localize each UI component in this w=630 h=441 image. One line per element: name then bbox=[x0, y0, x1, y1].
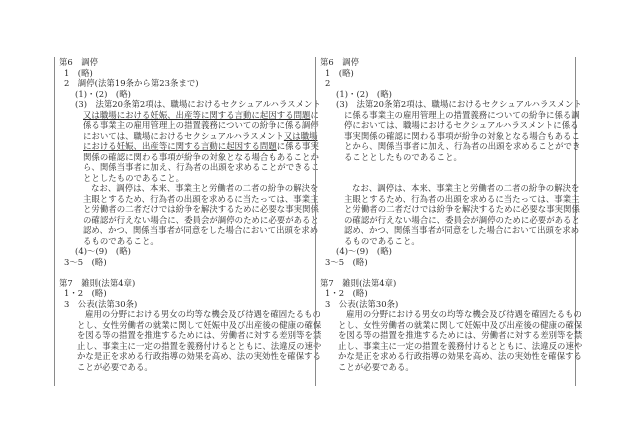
underlined-amendment: 又は職場 bbox=[283, 130, 318, 141]
text-segment: 雇用の分野における男女の均等な機会及び待遇を確固たるもの bbox=[346, 309, 582, 319]
text-line bbox=[316, 120, 579, 131]
text-line bbox=[55, 362, 315, 373]
text-line bbox=[316, 330, 583, 341]
text-segment: 認め、かつ、関係当事者が同意をした場合において出頭を求め bbox=[83, 225, 319, 235]
revised-text-column bbox=[54, 57, 322, 386]
text-line bbox=[55, 120, 319, 131]
text-segment: (4)～(9) (略) bbox=[75, 246, 131, 256]
text-segment: 事実関係の確認に関わる事項が紛争の対象となる場合もあるこ bbox=[344, 130, 580, 141]
text-line bbox=[55, 193, 319, 205]
text-segment: (4)～(9) (略) bbox=[336, 246, 392, 256]
blank-line bbox=[55, 267, 315, 278]
text-segment: かな是正を求める行政指導の効果を高め、法の実効性を確保する bbox=[77, 351, 321, 361]
text-segment: ことが必要である。 bbox=[338, 361, 414, 372]
text-line bbox=[55, 351, 321, 362]
text-line bbox=[55, 141, 319, 152]
text-line bbox=[316, 309, 582, 320]
text-segment: 係る事業主の雇用管理上の措置義務についての紛争に係る調停 bbox=[83, 120, 319, 130]
text-line bbox=[55, 130, 318, 142]
text-line bbox=[55, 246, 315, 257]
text-line bbox=[55, 309, 321, 320]
text-line bbox=[316, 319, 583, 331]
text-segment: を図る等の措置を推進するためには、労働者に対する差別等を禁 bbox=[338, 330, 583, 340]
text-segment: に係る事実 bbox=[276, 141, 319, 151]
text-segment: 止し、事業主に一定の措置を義務付けるとともに、法違反の速や bbox=[77, 340, 322, 351]
text-line bbox=[316, 130, 580, 142]
text-line bbox=[316, 246, 575, 257]
text-line bbox=[316, 340, 583, 352]
text-segment: 2 bbox=[325, 78, 331, 88]
text-line bbox=[55, 330, 322, 341]
text-segment: とから、関係当事者に加え、行為者の出頭を求めることができ bbox=[344, 141, 581, 151]
text-segment: 認め、かつ、関係当事者が同意をした場合において出頭を求め bbox=[344, 225, 580, 235]
section-heading bbox=[55, 278, 315, 289]
text-segment: 1・2 (略) bbox=[64, 288, 107, 298]
section-heading bbox=[55, 57, 315, 68]
text-segment: ら、関係当事者に加え、行為者の出頭を求めることができるこ bbox=[83, 162, 320, 172]
text-line bbox=[55, 173, 315, 184]
section-heading bbox=[316, 57, 575, 68]
text-segment: 1 (略) bbox=[64, 67, 93, 78]
section-heading bbox=[316, 278, 575, 289]
text-segment: に bbox=[310, 109, 319, 120]
text-segment: ることとしたものであること。 bbox=[344, 151, 462, 162]
text-segment: の確認が行えない場合に、委員会が調停のために必要があると bbox=[83, 214, 319, 225]
text-line bbox=[316, 204, 580, 215]
text-line bbox=[316, 68, 575, 79]
text-segment: 1・2 (略) bbox=[325, 288, 368, 298]
text-segment: (3) 法第20条第2項は、職場におけるセクシュアルハラスメント bbox=[336, 99, 582, 109]
text-segment: るものであること。 bbox=[83, 235, 159, 246]
text-line bbox=[55, 236, 315, 247]
text-segment: 3 公表(法第30条) bbox=[64, 298, 138, 309]
text-line bbox=[55, 78, 315, 89]
text-line bbox=[316, 257, 575, 268]
text-line bbox=[55, 214, 319, 226]
text-line bbox=[55, 204, 319, 215]
blank-line bbox=[316, 162, 575, 173]
text-segment: (1)・(2) (略) bbox=[75, 88, 131, 99]
text-segment: に係る事業主の雇用管理上の措置義務についての紛争に係る調 bbox=[344, 109, 580, 120]
text-line bbox=[316, 152, 575, 163]
text-line bbox=[55, 288, 315, 299]
text-line bbox=[316, 225, 580, 236]
text-line bbox=[316, 99, 582, 110]
text-line bbox=[55, 257, 315, 268]
text-line bbox=[316, 236, 575, 247]
text-line bbox=[55, 109, 319, 121]
text-segment: 第6 調停 bbox=[59, 57, 99, 67]
text-segment: 第7 雑則(法第4章) bbox=[59, 277, 136, 288]
text-line bbox=[55, 89, 315, 100]
text-segment: かな是正を求める行政指導の効果を高め、法の実効性を確保する bbox=[338, 351, 582, 361]
underlined-amendment: 又は職場における妊娠、出産等に関する言動に起因する問題 bbox=[83, 109, 311, 120]
text-line bbox=[316, 288, 575, 299]
text-segment: の確認が行えない場合に、委員会が調停のために必要があると bbox=[344, 214, 580, 225]
text-segment: 主眼とするため、行為者の出頭を求めるに当たっては、事業主 bbox=[83, 193, 319, 204]
text-segment: と労働者の二者だけでは紛争を解決するために必要な事実関係 bbox=[83, 204, 319, 214]
text-segment: 3～5 (略) bbox=[64, 256, 107, 267]
text-line bbox=[316, 141, 581, 152]
text-segment: ととしたものであること。 bbox=[83, 172, 185, 183]
text-segment: 第7 雑則(法第4章) bbox=[320, 277, 397, 288]
text-segment: なお、調停は、本来、事業主と労働者の二者の紛争の解決を bbox=[91, 183, 319, 193]
underlined-amendment: における妊娠、出産等に関する言動に起因する問題 bbox=[83, 141, 277, 151]
text-segment: と労働者の二者だけでは紛争を解決するために必要な事実関係 bbox=[344, 204, 580, 214]
blank-line bbox=[316, 173, 575, 184]
text-line bbox=[316, 183, 580, 194]
text-line bbox=[316, 214, 580, 226]
text-segment: とし、女性労働者の就業に関して妊娠中及び出産後の健康の確保 bbox=[338, 319, 583, 330]
text-line bbox=[316, 351, 582, 362]
text-segment: 止し、事業主に一定の措置を義務付けるとともに、法違反の速や bbox=[338, 340, 583, 351]
blank-line bbox=[316, 267, 575, 278]
text-segment: なお、調停は、本来、事業主と労働者の二者の紛争の解決を bbox=[352, 183, 580, 193]
text-segment: 3 公表(法第30条) bbox=[325, 298, 399, 309]
text-line bbox=[55, 299, 315, 310]
text-line bbox=[316, 109, 580, 121]
text-line bbox=[316, 193, 580, 205]
text-line bbox=[316, 299, 575, 310]
text-segment: を図る等の措置を推進するためには、労働者に対する差別等を禁 bbox=[77, 330, 322, 340]
text-segment: ことが必要である。 bbox=[77, 361, 153, 372]
current-text-column bbox=[315, 57, 583, 386]
text-segment: においては、職場におけるセクシュアルハラスメント bbox=[83, 130, 284, 141]
text-line bbox=[316, 78, 575, 89]
text-segment: 3～5 (略) bbox=[325, 256, 368, 267]
text-segment: 第6 調停 bbox=[320, 57, 360, 67]
text-segment: (3) 法第20条第2項は、職場におけるセクシュアルハラスメント bbox=[75, 99, 321, 109]
text-line bbox=[55, 340, 322, 352]
text-segment: 主眼とするため、行為者の出頭を求めるに当たっては、事業主 bbox=[344, 193, 580, 204]
text-line bbox=[316, 362, 575, 373]
text-line bbox=[55, 151, 319, 163]
text-line bbox=[55, 99, 321, 110]
text-segment: 2 調停(法第19条から第23条まで) bbox=[64, 78, 199, 88]
text-segment: 1 (略) bbox=[325, 67, 354, 78]
text-segment: 停においては、職場におけるセクシュアルハラスメントに係る bbox=[344, 120, 579, 130]
text-segment: るものであること。 bbox=[344, 235, 420, 246]
text-segment: 関係の確認に関わる事項が紛争の対象となる場合もあることか bbox=[83, 151, 319, 162]
text-line bbox=[55, 225, 319, 236]
text-line bbox=[55, 68, 315, 79]
text-line bbox=[55, 162, 320, 173]
text-segment: (1)・(2) (略) bbox=[336, 88, 392, 99]
text-segment: 雇用の分野における男女の均等な機会及び待遇を確固たるもの bbox=[85, 309, 321, 319]
text-line bbox=[316, 89, 575, 100]
text-line bbox=[55, 183, 319, 194]
text-segment: とし、女性労働者の就業に関して妊娠中及び出産後の健康の確保 bbox=[77, 319, 322, 330]
text-line bbox=[55, 319, 322, 331]
